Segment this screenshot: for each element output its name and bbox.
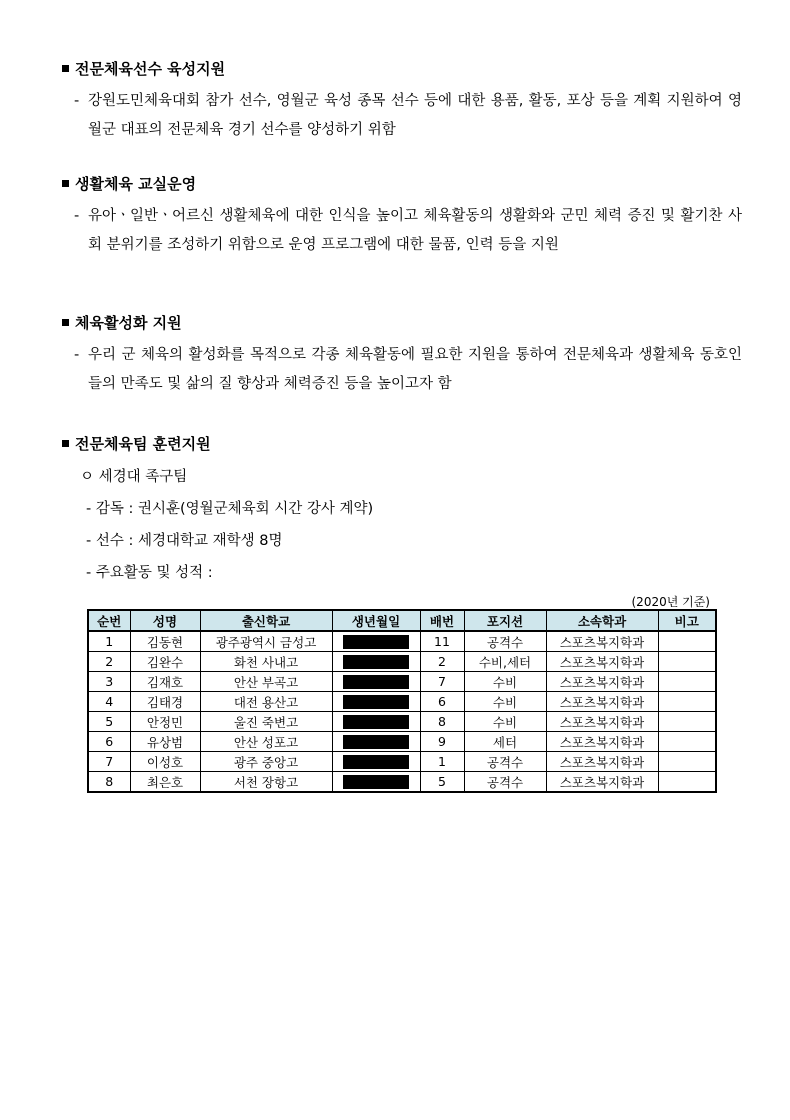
cell-number: 4 (88, 692, 130, 712)
cell-position: 세터 (464, 732, 546, 752)
cell-remarks (658, 732, 716, 752)
cell-remarks (658, 631, 716, 652)
table-row (88, 652, 716, 672)
description-text: 강원도민체육대회 참가 선수, 영월군 육성 종목 선수 등에 대한 용품, 활동, 포상 등을 계획 지원하여 영월군 대표의 전문체육 경기 선수를 양성하기 위함 (88, 93, 742, 138)
cell-remarks (658, 752, 716, 772)
cell-school: 화천 사내고 (200, 652, 332, 672)
cell-birthdate (332, 772, 420, 793)
section-heading (62, 57, 742, 79)
cell-birthdate (332, 652, 420, 672)
table-row (88, 672, 716, 692)
cell-number: 7 (88, 752, 130, 772)
table-row (88, 712, 716, 732)
section-sports-promotion (62, 311, 742, 399)
cell-name: 유상범 (130, 732, 200, 752)
header-cell: 순번 (88, 610, 130, 631)
section-title: 생활체육 교실운영 (75, 174, 197, 193)
cell-school: 울진 죽변고 (200, 712, 332, 732)
cell-birthdate (332, 631, 420, 652)
cell-number: 2 (88, 652, 130, 672)
cell-name: 김완수 (130, 652, 200, 672)
cell-number: 1 (88, 631, 130, 652)
redaction-block (343, 755, 409, 769)
section-description (62, 87, 742, 145)
cell-jersey: 5 (420, 772, 464, 793)
cell-name: 김동현 (130, 631, 200, 652)
cell-jersey: 8 (420, 712, 464, 732)
cell-school: 안산 성포고 (200, 732, 332, 752)
dash-marker: - (74, 208, 80, 224)
cell-number: 3 (88, 672, 130, 692)
cell-jersey: 1 (420, 752, 464, 772)
dash-marker: - (74, 347, 80, 363)
cell-remarks (658, 712, 716, 732)
section-description (62, 202, 742, 260)
redaction-block (343, 655, 409, 669)
cell-department: 스포츠복지학과 (546, 772, 658, 793)
redaction-block (343, 675, 409, 689)
player-roster-table (87, 609, 717, 793)
cell-position: 공격수 (464, 631, 546, 652)
table-row (88, 772, 716, 793)
cell-name: 김재호 (130, 672, 200, 692)
header-cell: 성명 (130, 610, 200, 631)
cell-department: 스포츠복지학과 (546, 752, 658, 772)
table-note: (2020년 기준) (631, 595, 710, 609)
table-row (88, 732, 716, 752)
cell-number: 8 (88, 772, 130, 793)
cell-department: 스포츠복지학과 (546, 732, 658, 752)
cell-school: 대전 용산고 (200, 692, 332, 712)
section-team-training (62, 432, 742, 454)
section-heading (62, 172, 742, 194)
table-row (88, 631, 716, 652)
redaction-block (343, 775, 409, 789)
cell-position: 공격수 (464, 752, 546, 772)
redaction-block (343, 735, 409, 749)
cell-birthdate (332, 692, 420, 712)
cell-school: 광주광역시 금성고 (200, 631, 332, 652)
cell-school: 서천 장항고 (200, 772, 332, 793)
section-heading (62, 311, 742, 333)
cell-birthdate (332, 712, 420, 732)
cell-remarks (658, 652, 716, 672)
section-title: 전문체육선수 육성지원 (75, 59, 226, 78)
redaction-block (343, 635, 409, 649)
description-text: 유아ㆍ일반ㆍ어르신 생활체육에 대한 인식을 높이고 체육활동의 생활화와 군민 체력 증진 및 활기찬 사회 분위기를 조성하기 위함으로 운영 프로그램에 대한 물품, 인력 등을 지원 (88, 208, 742, 253)
cell-jersey: 7 (420, 672, 464, 692)
cell-remarks (658, 672, 716, 692)
cell-jersey: 11 (420, 631, 464, 652)
cell-department: 스포츠복지학과 (546, 652, 658, 672)
cell-department: 스포츠복지학과 (546, 672, 658, 692)
section-athlete-support (62, 57, 742, 145)
cell-school: 안산 부곡고 (200, 672, 332, 692)
dash-marker: - (74, 93, 80, 109)
cell-birthdate (332, 732, 420, 752)
section-title: 전문체육팀 훈련지원 (75, 434, 211, 453)
square-bullet-icon (62, 180, 69, 187)
cell-name: 김태경 (130, 692, 200, 712)
cell-department: 스포츠복지학과 (546, 712, 658, 732)
square-bullet-icon (62, 440, 69, 447)
header-cell: 생년월일 (332, 610, 420, 631)
cell-jersey: 9 (420, 732, 464, 752)
square-bullet-icon (62, 319, 69, 326)
cell-remarks (658, 772, 716, 793)
cell-remarks (658, 692, 716, 712)
activities-line: - 주요활동 및 성적 : (86, 565, 213, 581)
cell-birthdate (332, 752, 420, 772)
cell-position: 수비 (464, 712, 546, 732)
cell-school: 광주 중앙고 (200, 752, 332, 772)
coach-line: - 감독 : 권시훈(영월군체육회 시간 강사 계약) (86, 501, 374, 517)
team-name: ㅇ 세경대 족구팀 (80, 469, 188, 485)
cell-birthdate (332, 672, 420, 692)
description-text: 우리 군 체육의 활성화를 목적으로 각종 체육활동에 필요한 지원을 통하여 전문체육과 생활체육 동호인들의 만족도 및 삶의 질 향상과 체력증진 등을 높이고자 함 (88, 347, 742, 392)
cell-name: 안정민 (130, 712, 200, 732)
header-cell: 포지션 (464, 610, 546, 631)
table-row (88, 692, 716, 712)
cell-number: 6 (88, 732, 130, 752)
section-heading (62, 432, 742, 454)
table-header-row (88, 610, 716, 631)
cell-position: 수비 (464, 692, 546, 712)
section-description (62, 341, 742, 399)
redaction-block (343, 695, 409, 709)
section-title: 체육활성화 지원 (75, 313, 182, 332)
square-bullet-icon (62, 65, 69, 72)
redaction-block (343, 715, 409, 729)
header-cell: 배번 (420, 610, 464, 631)
cell-position: 공격수 (464, 772, 546, 793)
cell-number: 5 (88, 712, 130, 732)
header-cell: 소속학과 (546, 610, 658, 631)
table-row (88, 752, 716, 772)
cell-jersey: 6 (420, 692, 464, 712)
cell-position: 수비,세터 (464, 652, 546, 672)
cell-name: 최은호 (130, 772, 200, 793)
section-community-sports-class (62, 172, 742, 260)
players-line: - 선수 : 세경대학교 재학생 8명 (86, 533, 283, 549)
header-cell: 출신학교 (200, 610, 332, 631)
cell-jersey: 2 (420, 652, 464, 672)
cell-department: 스포츠복지학과 (546, 692, 658, 712)
cell-position: 수비 (464, 672, 546, 692)
cell-name: 이성호 (130, 752, 200, 772)
header-cell: 비고 (658, 610, 716, 631)
cell-department: 스포츠복지학과 (546, 631, 658, 652)
